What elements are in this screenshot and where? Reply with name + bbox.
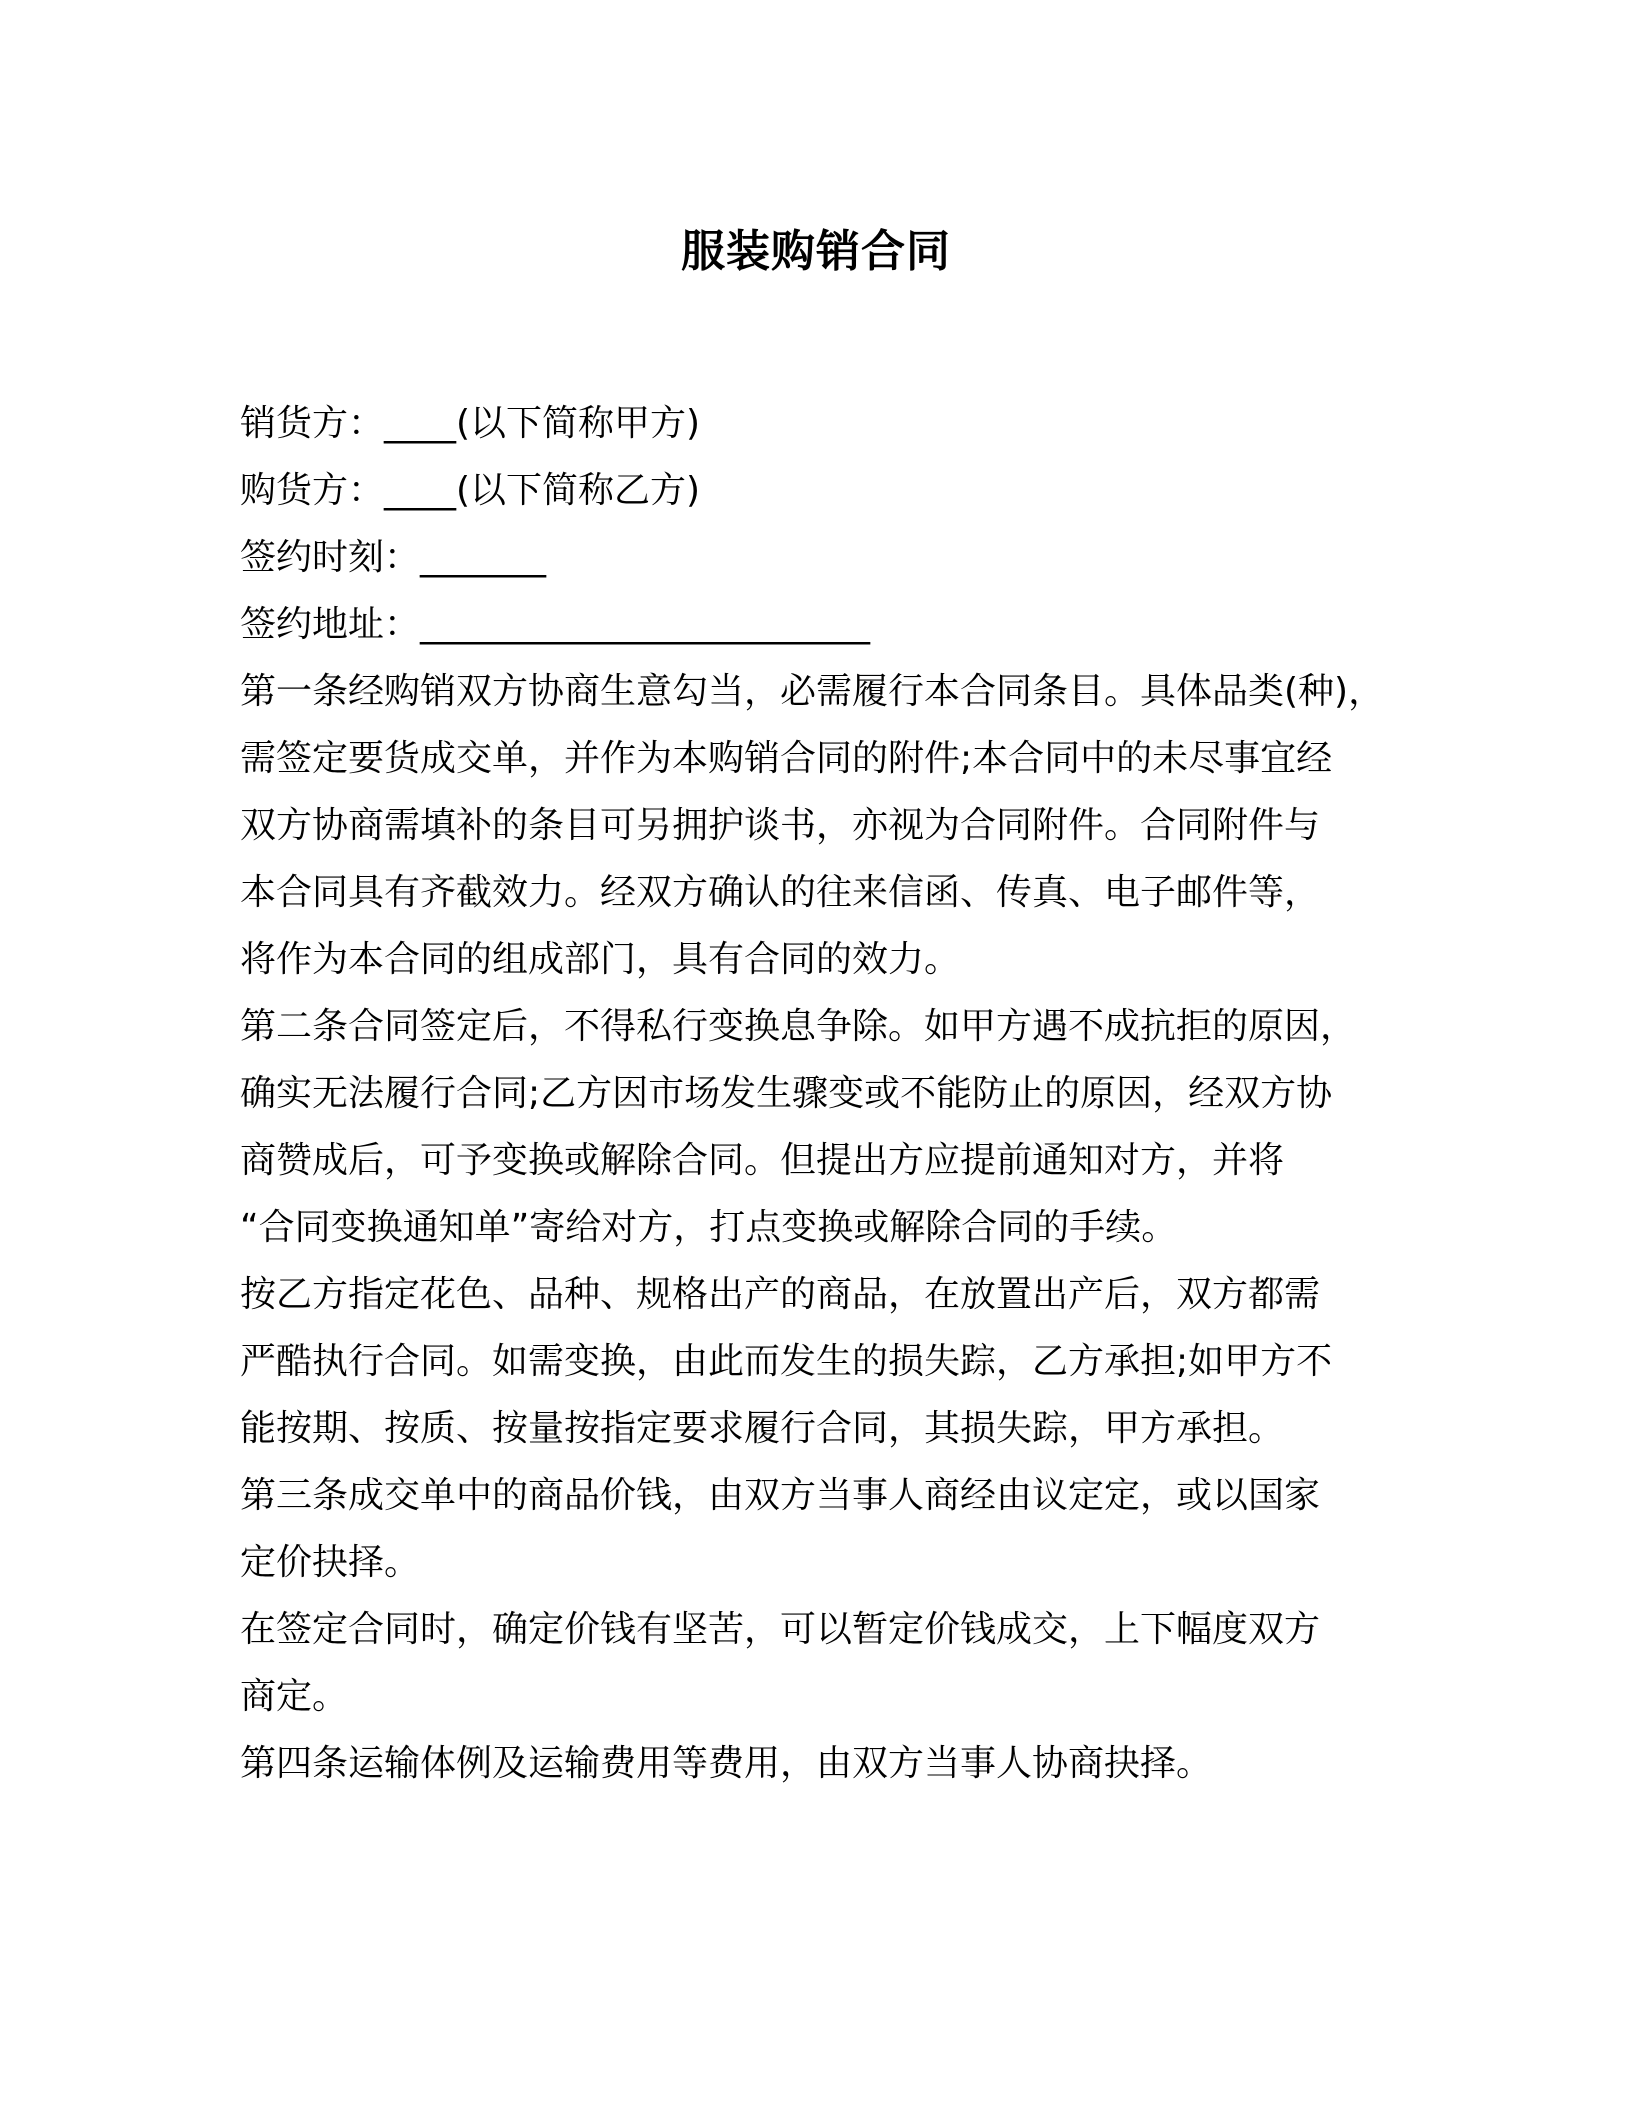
text-line: 能按期、按质、按量按指定要求履行合同，其损失踪，甲方承担。 (240, 1408, 1285, 1449)
text-line: 按乙方指定花色、品种、规格出产的商品，在放置出产后，双方都需 (240, 1274, 1321, 1315)
text-line: 将作为本合同的组成部门，具有合同的效力。 (240, 939, 961, 980)
text-line: 双方协商需填补的条目可另拥护谈书，亦视为合同附件。合同附件与 (240, 805, 1321, 846)
document-body (240, 390, 1420, 1797)
signing-time-line: 签约时刻：_______ (240, 537, 547, 578)
text-line: 第一条经购销双方协商生意勾当，必需履行本合同条目。具体品类(种)， (240, 671, 1385, 712)
document-title: 服装购销合同 (681, 226, 951, 277)
signing-address-line: 签约地址：_________________________ (240, 604, 871, 645)
text-line: 本合同具有齐截效力。经双方确认的往来信函、传真、电子邮件等， (240, 872, 1321, 913)
text-line: 商定。 (240, 1676, 349, 1717)
text-line: 定价抉择。 (240, 1542, 421, 1583)
text-line: 需签定要货成交单，并作为本购销合同的附件;本合同中的未尽事宜经 (240, 738, 1333, 779)
text-line: 确实无法履行合同;乙方因市场发生骤变或不能防止的原因，经双方协 (240, 1073, 1333, 1114)
text-line: 第四条运输体例及运输费用等费用，由双方当事人协商抉择。 (240, 1743, 1213, 1784)
text-line: 第二条合同签定后，不得私行变换息争除。如甲方遇不成抗拒的原因， (240, 1006, 1357, 1047)
text-line: “合同变换通知单”寄给对方，打点变换或解除合同的手续。 (240, 1207, 1178, 1248)
text-line: 在签定合同时，确定价钱有坚苦，可以暂定价钱成交，上下幅度双方 (240, 1609, 1321, 1650)
seller-line: 销货方：____(以下简称甲方) (240, 403, 701, 444)
text-line: 第三条成交单中的商品价钱，由双方当事人商经由议定定，或以国家 (240, 1475, 1321, 1516)
text-line: 商赞成后，可予变换或解除合同。但提出方应提前通知对方，并将 (240, 1140, 1285, 1181)
buyer-line: 购货方：____(以下简称乙方) (240, 470, 701, 511)
text-line: 严酷执行合同。如需变换，由此而发生的损失踪，乙方承担;如甲方不 (240, 1341, 1333, 1382)
